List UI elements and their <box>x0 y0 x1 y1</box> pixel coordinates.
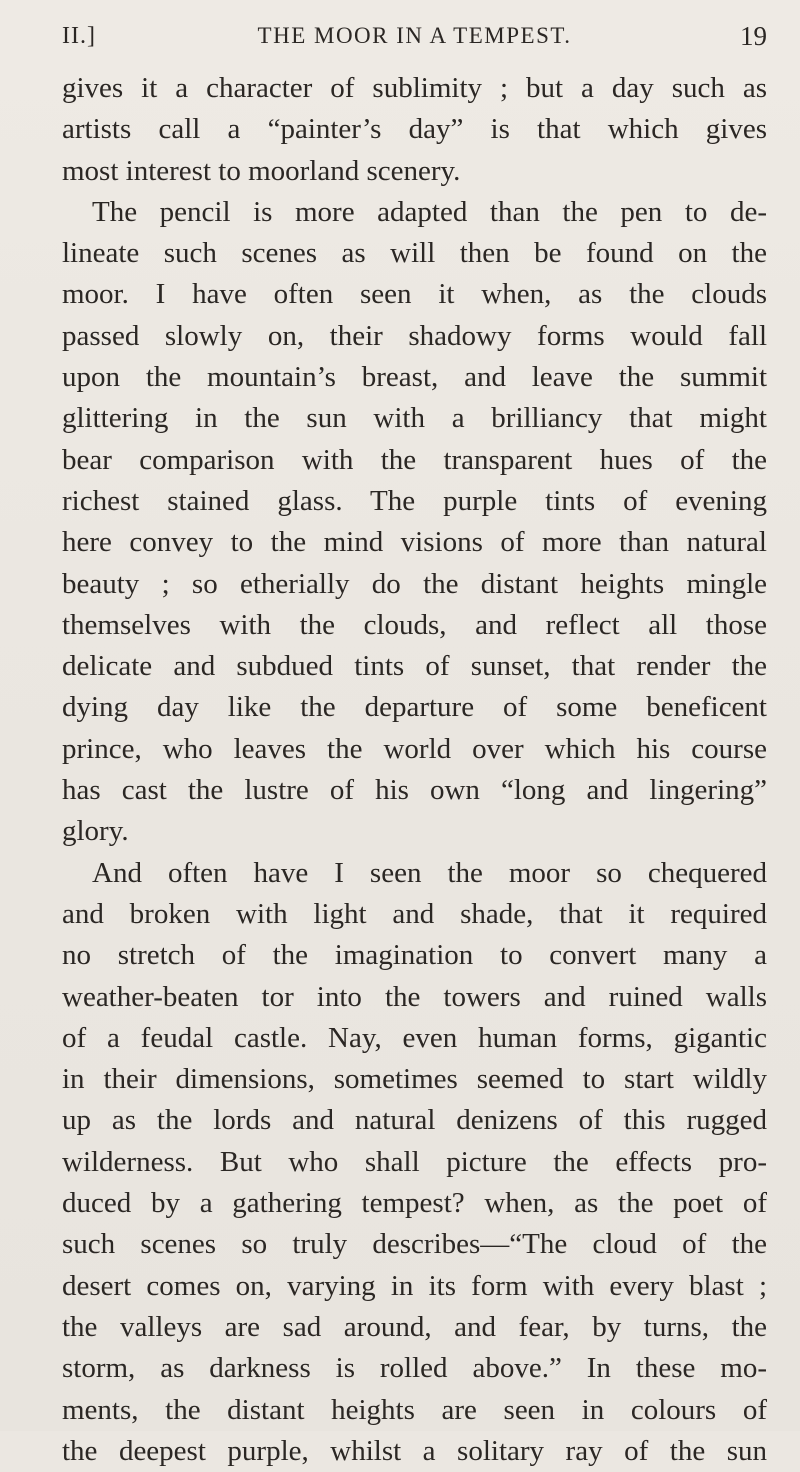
running-title: THE MOOR IN A TEMPEST. <box>257 23 572 48</box>
text-line: most interest to moorland scenery. <box>62 154 461 187</box>
text-line: moor. I have often seen it when, as the clouds <box>62 278 767 311</box>
text-line: wilderness. But who shall picture the effects pro- <box>62 1145 767 1178</box>
text-line: desert comes on, varying in its form with every blast ; <box>62 1269 767 1302</box>
text-line: weather-beaten tor into the towers and ruined walls <box>62 980 767 1013</box>
text-line: glory. <box>62 815 129 848</box>
running-head <box>62 18 767 54</box>
text-line: here convey to the mind visions of more than natural <box>62 526 767 559</box>
text-line: artists call a “painter’s day” is that which gives <box>62 113 767 146</box>
page-number: 19 <box>740 21 767 51</box>
text-line: gives it a character of sublimity ; but a day such as <box>62 72 767 104</box>
text-line: in their dimensions, sometimes seemed to start wildly <box>62 1063 767 1096</box>
text-line: no stretch of the imagination to convert many a <box>62 939 767 972</box>
text-line: passed slowly on, their shadowy forms would fall <box>62 319 767 352</box>
text-line: bear comparison with the transparent hues of the <box>62 443 767 476</box>
text-line: prince, who leaves the world over which his course <box>62 732 767 765</box>
text-line: dying day like the departure of some beneficent <box>62 691 767 724</box>
text-line: and broken with light and shade, that it required <box>62 897 767 930</box>
text-line: lineate such scenes as will then be found on the <box>62 237 767 270</box>
text-line: upon the mountain’s breast, and leave the summit <box>62 361 767 394</box>
body-text <box>62 68 767 1472</box>
text-line: richest stained glass. The purple tints of evening <box>62 484 767 517</box>
text-line: ments, the distant heights are seen in colours of <box>62 1393 767 1426</box>
text-line: And often have I seen the moor so chequered <box>92 856 767 889</box>
text-line: of a feudal castle. Nay, even human forms, gigantic <box>62 1021 767 1054</box>
text-line: storm, as darkness is rolled above.” In these mo- <box>62 1352 767 1385</box>
text-line: duced by a gathering tempest? when, as the poet of <box>62 1187 767 1220</box>
text-line: such scenes so truly describes—“The cloud of the <box>62 1228 767 1261</box>
text-line: delicate and subdued tints of sunset, that render the <box>62 650 767 683</box>
chapter-number: II.] <box>62 23 96 49</box>
text-line: glittering in the sun with a brilliancy that might <box>62 402 767 435</box>
text-line: has cast the lustre of his own “long and lingering” <box>62 774 767 807</box>
text-line: The pencil is more adapted than the pen to de- <box>92 195 767 228</box>
text-line: the valleys are sad around, and fear, by turns, the <box>62 1310 767 1343</box>
text-line: up as the lords and natural denizens of this rugged <box>62 1104 767 1137</box>
text-line: the deepest purple, whilst a solitary ray of the sun <box>62 1434 767 1467</box>
text-line: beauty ; so etherially do the distant heights mingle <box>62 567 767 600</box>
text-line: themselves with the clouds, and reflect all those <box>62 608 767 641</box>
